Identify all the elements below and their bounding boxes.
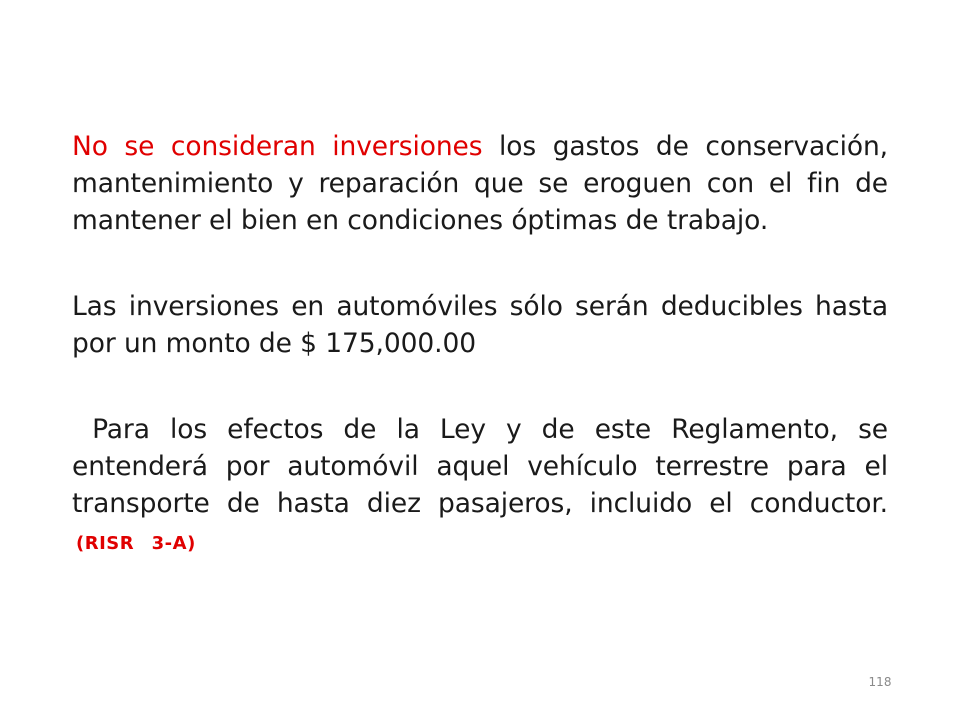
slide-body [72,128,897,562]
paragraph-text: Las inversiones en automóviles sólo serán deducibles hasta por un monto de $ 175,000.00 [72,291,888,359]
legal-reference: (RISR 3-A) [76,533,196,554]
page-number: 118 [868,675,892,689]
paragraph-text: los gastos de conservación, mantenimiento y reparación que se eroguen con el fin de mantener el bien en condiciones óptimas de trabajo. [72,131,888,236]
paragraph-automobile-deduction [72,288,888,362]
highlighted-phrase: No se consideran inversiones [72,131,483,162]
paragraph-investments-exclusion [72,128,888,239]
paragraph-automobile-definition [72,411,897,562]
paragraph-text: Para los efectos de la Ley y de este Reglamento, se entenderá por automóvil aquel vehículo terrestre para el transporte de hasta diez pasajeros, incluido el conductor. [72,414,897,519]
